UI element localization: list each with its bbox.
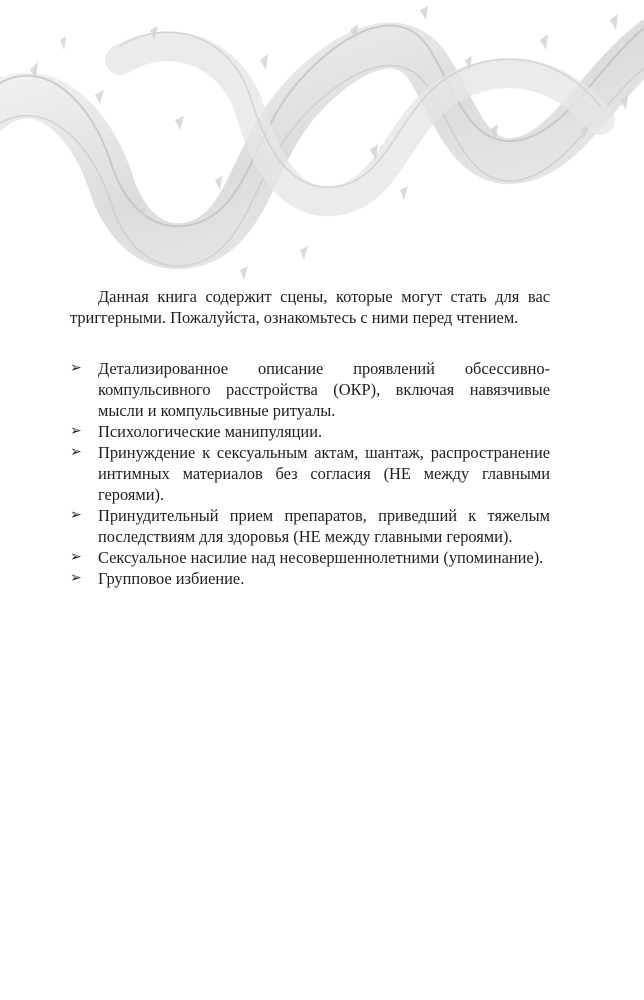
warning-text: Детализированное описание проявлений обсессивно-компульсивного расстройства (ОКР), включая навязчивые мысли и компульсивные ритуалы. <box>98 359 550 420</box>
arrow-bullet-icon: ➢ <box>70 424 82 439</box>
list-item <box>70 358 550 421</box>
warning-text: Психологические манипуляции. <box>98 422 323 441</box>
list-item <box>70 442 550 505</box>
trigger-warning-section <box>70 286 550 589</box>
warning-text: Сексуальное насилие над несовершеннолетними (упоминание). <box>98 548 544 567</box>
arrow-bullet-icon: ➢ <box>70 571 82 586</box>
list-item <box>70 568 550 589</box>
trigger-warning-list <box>70 358 550 589</box>
warning-text: Принуждение к сексуальным актам, шантаж, распространение интимных материалов без согласия (НЕ между главными героями). <box>98 443 550 504</box>
arrow-bullet-icon: ➢ <box>70 550 82 565</box>
list-item <box>70 421 550 442</box>
warning-text: Принудительный прием препаратов, приведший к тяжелым последствиям для здоровья (НЕ между главными героями). <box>98 506 550 546</box>
warning-text: Групповое избиение. <box>98 569 245 588</box>
arrow-bullet-icon: ➢ <box>70 508 82 523</box>
list-item <box>70 505 550 547</box>
arrow-bullet-icon: ➢ <box>70 445 82 460</box>
arrow-bullet-icon: ➢ <box>70 361 82 376</box>
list-item <box>70 547 550 568</box>
intro-paragraph: Данная книга содержит сцены, которые могут стать для вас триггерными. Пожалуйста, ознакомьтесь с ними перед чтением. <box>70 287 550 327</box>
ribbon-splash-illustration <box>0 0 644 290</box>
